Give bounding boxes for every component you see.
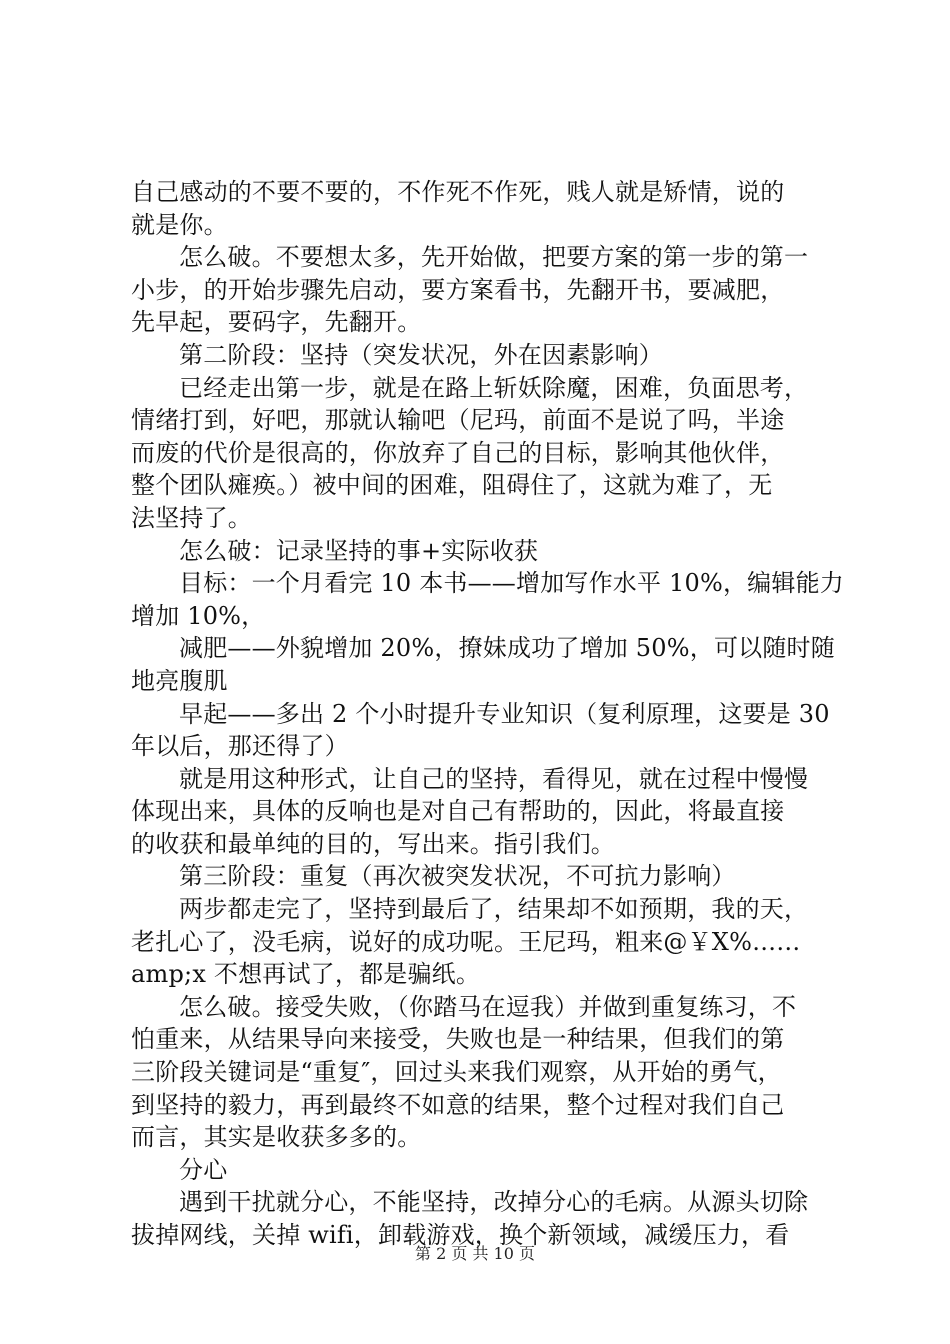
text-line: 法坚持了。 <box>131 503 252 532</box>
text-line: 怕重来，从结果导向来接受，失败也是一种结果，但我们的第 <box>131 1025 785 1054</box>
page-number-label: 第 2 页 共 10 页 <box>415 1244 535 1263</box>
document-body <box>131 176 844 1252</box>
text-line: 减肥——外貌增加 20%，撩妹成功了增加 50%，可以随时随 <box>179 634 835 663</box>
page-footer <box>0 1242 950 1266</box>
text-line: 到坚持的毅力，再到最终不如意的结果，整个过程对我们自己 <box>131 1090 785 1119</box>
text-line: 遇到干扰就分心，不能坚持，改掉分心的毛病。从源头切除 <box>179 1188 809 1217</box>
text-line: 已经走出第一步，就是在路上斩妖除魔，困难，负面思考， <box>179 373 809 402</box>
text-line: 先早起，要码字，先翻开。 <box>131 308 422 337</box>
text-line: 早起——多出 2 个小时提升专业知识（复利原理，这要是 30 <box>179 699 830 728</box>
text-line: 而废的代价是很高的，你放弃了自己的目标，影响其他伙伴， <box>131 438 785 467</box>
section-heading: 分心 <box>179 1155 228 1184</box>
text-line: 地亮腹肌 <box>131 666 228 695</box>
text-line: 的收获和最单纯的目的，写出来。指引我们。 <box>131 829 615 858</box>
text-line: 而言，其实是收获多多的。 <box>131 1123 422 1152</box>
text-line: 小步，的开始步骤先启动，要方案看书，先翻开书，要减肥， <box>131 275 785 304</box>
text-line: 拔掉网线，关掉 wifi，卸载游戏，换个新领域，减缓压力，看 <box>131 1221 790 1249</box>
text-line: 就是你。 <box>131 210 228 239</box>
text-line: 情绪打到，好吧，那就认输吧（尼玛，前面不是说了吗，半途 <box>131 406 785 435</box>
text-line: 两步都走完了，坚持到最后了，结果却不如预期，我的天， <box>179 895 809 924</box>
text-line: 年以后，那还得了） <box>131 732 349 761</box>
text-line: 三阶段关键词是“重复″，回过头来我们观察，从开始的勇气， <box>131 1058 782 1087</box>
text-line: 怎么破：记录坚持的事+实际收获 <box>179 536 539 565</box>
text-line: 就是用这种形式，让自己的坚持，看得见，就在过程中慢慢 <box>179 764 809 793</box>
section-heading: 第二阶段：坚持（突发状况，外在因素影响） <box>179 340 663 369</box>
text-line: 整个团队瘫痪。）被中间的困难，阻碍住了，这就为难了，无 <box>131 471 773 500</box>
text-line: 增加 10%， <box>131 601 266 630</box>
text-line: 怎么破。不要想太多，先开始做，把要方案的第一步的第一 <box>179 243 809 272</box>
text-line: amp;x 不想再试了，都是骗纸。 <box>131 960 481 989</box>
text-line: 怎么破。接受失败，（你踏马在逗我）并做到重复练习，不 <box>179 992 797 1021</box>
text-line: 自己感动的不要不要的，不作死不作死，贱人就是矫情，说的 <box>131 178 785 206</box>
text-line: 目标：一个月看完 10 本书——增加写作水平 10%，编辑能力 <box>179 569 844 598</box>
section-heading: 第三阶段：重复（再次被突发状况，不可抗力影响） <box>179 862 736 891</box>
text-line: 老扎心了，没毛病，说好的成功呢。王尼玛，粗来@￥X%…… <box>131 927 801 956</box>
text-line: 体现出来，具体的反响也是对自己有帮助的，因此，将最直接 <box>131 797 785 826</box>
